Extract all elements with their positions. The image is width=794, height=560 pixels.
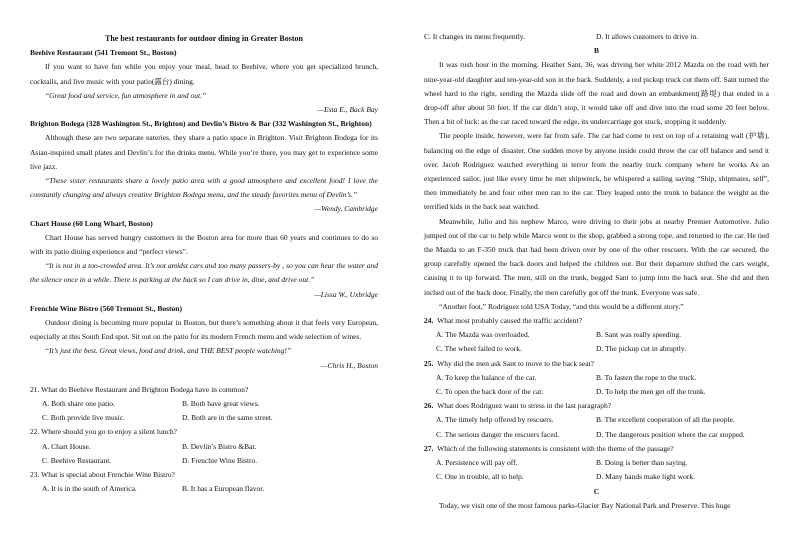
question-25-text: Why did the men ask Sant to move to the back seat? <box>437 358 594 368</box>
option-27c[interactable]: C. One in trouble, all to help. <box>436 472 524 482</box>
option-26b[interactable]: B. The excellent cooperation of all the people. <box>596 415 735 425</box>
option-27b[interactable]: B. Doing is better than saying. <box>596 458 688 468</box>
beehive-text: If you want to have fun while you enjoy your meal, head to Beehive, where you get specialized brunch, cocktails, and live music with your patio(露台) dining. <box>30 62 378 86</box>
question-21: 21. What do Beehive Restaurant and Brighton Bodega have in common? <box>30 384 249 394</box>
option-21a[interactable]: A. Both share one patio. <box>42 399 115 409</box>
left-column <box>30 32 378 497</box>
chart-house-text: Chart House has served hungry customers in the Boston area for more than 60 years and continues to do so with its patio dining experience and “perfect views”. <box>30 232 378 257</box>
option-26c[interactable]: C. The serious danger the rescuers faced. <box>436 429 560 439</box>
question-26-options <box>424 413 769 427</box>
passage-title: The best restaurants for outdoor dining in Greater Boston <box>105 34 303 43</box>
option-25b[interactable]: B. To fasten the rope to the truck. <box>596 372 697 382</box>
right-column <box>424 30 769 513</box>
option-25a[interactable]: A. To keep the balance of the car. <box>436 372 537 382</box>
option-25d[interactable]: D. To help the men get off the trunk. <box>596 387 706 397</box>
option-25c[interactable]: C. To open the back door of the car. <box>436 387 544 397</box>
option-22c[interactable]: C. Beehive Restaurant. <box>42 455 112 465</box>
question-27-options <box>424 456 769 470</box>
option-21b[interactable]: B. Both have great views. <box>182 399 260 409</box>
option-27d[interactable]: D. Many hands make light work. <box>596 472 695 482</box>
passage-b-paragraph-4: “Another foot,” Rodriguez told USA Today, “and this would be a different story.” <box>439 301 684 311</box>
brighton-heading: Brighton Bodega (328 Washington St., Brighton) and Devlin’s Bistro & Bar (332 Washington St., Brighton) <box>30 119 372 129</box>
option-26a[interactable]: A. The timely help offered by rescuers. <box>436 415 554 425</box>
beehive-heading: Beehive Restaurant (541 Tremont St., Boston) <box>30 48 177 58</box>
frenchie-heading: Frenchie Wine Bistro (560 Tremont St., Boston) <box>30 303 182 313</box>
question-27-options-2 <box>424 470 769 484</box>
question-26 <box>424 399 769 413</box>
passage-b-paragraph-3: Meanwhile, Julio and his nephew Marco, were driving to their jobs at nearby Premier Automotive. Julio jumped out of the car to help while Marco went to the shop, grabbed a strong rope, and returned to the car. He tied the Mazda to an F-350 truck that had been driven over by one of the other rescuers. With the car secured, the group carefully opened the back doors and helped the children out. But their departure shifted the cars weight, causing it to tip forward. The men, still on the trunk, begged Sant to jump into the back seat. She did and then inched out of the back door. Finally, the men carefully got off the trunk. Everyone was safe. <box>424 216 769 297</box>
option-27a[interactable]: A. Persistence will pay off. <box>436 458 518 468</box>
section-c-label: C <box>593 486 600 496</box>
option-23a[interactable]: A. It is in the south of America. <box>42 484 137 494</box>
brighton-signature: —Wendy, Cambridge <box>314 204 378 214</box>
question-22: 22. Where should you go to enjoy a silent lunch? <box>30 427 177 437</box>
question-21-options <box>30 397 378 411</box>
option-24b[interactable]: B. Sant was really speeding. <box>596 330 681 340</box>
option-23c[interactable]: C. It changes its menu frequently. <box>424 32 525 41</box>
question-26-options-2 <box>424 428 769 442</box>
frenchie-quote: “It’s just the best. Great views, food and drink, and THE BEST people watching!” <box>45 346 292 356</box>
question-27-text: Which of the following statements is consistent with the theme of the passage? <box>437 443 674 453</box>
chart-house-signature: —Lissa W., Uxbridge <box>314 289 378 299</box>
question-26-number: 26. <box>424 401 434 411</box>
question-24-text: What most probably caused the traffic accident? <box>437 316 582 326</box>
option-26d[interactable]: D. The dangerous position where the car stopped. <box>596 429 745 439</box>
passage-b-paragraph-1: It was rush hour in the morning. Heather Sant, 36, was driving her white 2012 Mazda on the road with her nine-year-old daughter and ten-year-old son in the back. Suddenly, a red pickup truck cut them off. Sant turned the wheel hard to the right, sending the Mazda slide off the road and down an embankment(路堤) that ended in a drop-off after about 50 feet. If the car didn’t stop, it would take off and dive into the road some 20 feet below. Then a bit of luck: as the car raced toward the edge, its undercarriage got stuck, stopping it suddenly. <box>424 60 769 127</box>
option-24c[interactable]: C. The wheel failed to work. <box>436 344 522 354</box>
question-25-options-2 <box>424 385 769 399</box>
section-b-label: B <box>593 46 599 56</box>
beehive-quote: “Great food and service, fun atmosphere in and out.” <box>45 90 207 100</box>
question-27-number: 27. <box>424 443 434 453</box>
option-22a[interactable]: A. Chart House. <box>42 441 91 451</box>
option-24d[interactable]: D. The pickup cut in abruptly. <box>596 344 686 354</box>
option-21d[interactable]: D. Both are in the same street. <box>182 413 273 423</box>
question-23-options-2 <box>424 30 769 44</box>
passage-c-paragraph-1: Today, we visit one of the most famous parks-Glacier Bay National Park and Preserve. This huge <box>439 500 731 510</box>
question-25-number: 25. <box>424 358 434 368</box>
question-23-options <box>30 482 378 496</box>
brighton-quote: “These sister restaurants share a lovely patio area with a good atmosphere and excellent food! I love the constantly changing and always creative Brighton Bodega menu, and the steady favorites menu of Devlin’s.” <box>30 176 378 200</box>
question-25 <box>424 357 769 371</box>
question-21-options-2 <box>30 411 378 425</box>
question-24 <box>424 314 769 328</box>
option-22b[interactable]: B. Devlin’s Bistro &Bar. <box>182 441 257 451</box>
question-24-number: 24. <box>424 316 434 326</box>
question-27 <box>424 442 769 456</box>
passage-b-paragraph-2: The people inside, however, were far from safe. The car had come to rest on top of a retaining wall (护墙), balancing on the edge of disaster. One sudden move by anyone inside could throw the car off balance and send it over. Jacob Rodriguez watched everything in terror from the nearby truck company where he works As an experienced sailor, just like every time he met shipwreck, he whispered a sailing saying “Ship, shipmates, self”, then immediately he and four other men ran to the car. They leaped onto the trunk to balance the weight as the terrified kids in the back seat watched. <box>424 131 769 212</box>
brighton-text: Although these are two separate eateries, they share a patio space in Brighton. Visit Brighton Bodega for its Asian-inspired small plates and Devlin’s for the drinks menu. While you’re there, you may get to experience some live jazz. <box>30 133 378 171</box>
option-23d[interactable]: D. It allows customers to drive in. <box>596 32 699 41</box>
question-22-options-2 <box>30 454 378 468</box>
option-21c[interactable]: C. Both provide live music. <box>42 413 125 423</box>
option-22d[interactable]: D. Frenchie Wine Bistro. <box>182 455 258 465</box>
frenchie-text: Outdoor dining is becoming more popular in Boston, but there’s something about it that feels very European, especially at this South End spot. Sit out on the patio for its modern French menu and wide selection of wines. <box>30 318 378 342</box>
question-26-text: What does Rodriguez want to stress in the last paragraph? <box>437 401 612 411</box>
chart-house-quote: “It is not in a too-crowded area. It’s not amidst cars and too many passers-by , so you can hear the water and the silence once in a while. There is parking at the back so I can drive in, dine, and drive out.” <box>30 261 378 285</box>
question-23: 23. What is special about Frenchie Wine Bistro? <box>30 470 175 480</box>
chart-house-heading: Chart House (60 Long Wharf, Boston) <box>30 218 153 228</box>
option-24a[interactable]: A. The Mazda was overloaded. <box>436 330 530 340</box>
question-24-options <box>424 328 769 342</box>
beehive-signature: —Esta E., Back Bay <box>317 105 378 115</box>
option-23b[interactable]: B. It has a European flavor. <box>182 484 265 494</box>
question-25-options <box>424 371 769 385</box>
frenchie-signature: —Chris H., Boston <box>320 360 378 370</box>
question-22-options <box>30 440 378 454</box>
question-24-options-2 <box>424 342 769 356</box>
